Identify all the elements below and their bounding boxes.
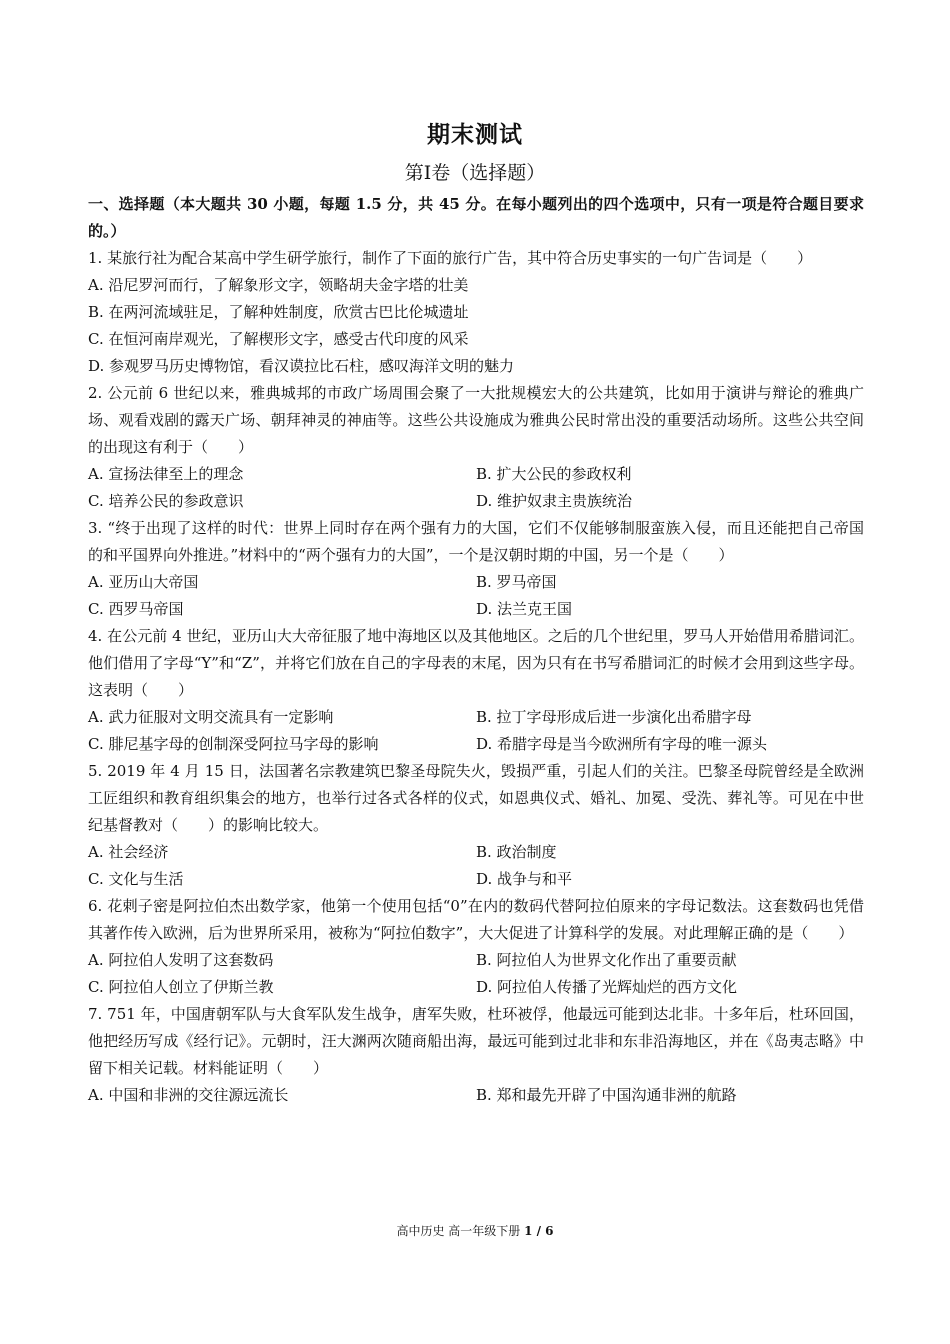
question-stem: 6. 花剌子密是阿拉伯杰出数学家，他第一个使用包括“0”在内的数码代替阿拉伯原来的字母记数法。这套数码也凭借其著作传入欧洲，后为世界所采用，被称为“阿拉伯数字”，大大促进了计算科学的发展。对此理解正确的是（ ） [88,897,864,942]
question-7 [88,1001,864,1109]
options-row [88,596,864,623]
option-c: C. 文化与生活 [88,870,184,888]
option-c: C. 培养公民的参政意识 [88,492,244,510]
option-b: B. 阿拉伯人为世界文化作出了重要贡献 [476,951,737,969]
options-row [88,704,864,731]
option-d: D. 战争与和平 [476,870,573,888]
question-stem: 7. 751 年，中国唐朝军队与大食军队发生战争，唐军失败，杜环被俘，他最远可能到达北非。十多年后，杜环回国，他把经历写成《经行记》。元朝时，汪大渊两次随商船出海，最远可能到过北非和东非沿海地区，并在《岛夷志略》中留下相关记载。材料能证明（ ） [88,1005,864,1077]
option-c: C. 西罗马帝国 [88,600,184,618]
question-stem: 4. 在公元前 4 世纪，亚历山大大帝征服了地中海地区以及其他地区。之后的几个世纪里，罗马人开始借用希腊词汇。他们借用了字母“Y”和“Z”，并将它们放在自己的字母表的末尾，因为只有在书写希腊词汇的时候才会用到这些字母。这表明（ ） [88,627,864,699]
option-a: A. 阿拉伯人发明了这套数码 [88,951,274,969]
page-number: 1 / 6 [524,1224,554,1238]
option-b: B. 郑和最先开辟了中国沟通非洲的航路 [476,1086,737,1104]
option-d: D. 参观罗马历史博物馆，看汉谟拉比石柱，感叹海洋文明的魅力 [88,357,515,375]
option-a: A. 中国和非洲的交往源远流长 [88,1086,289,1104]
option-b: B. 政治制度 [476,843,557,861]
option-a: A. 社会经济 [88,843,169,861]
option-d: D. 希腊字母是当今欧洲所有字母的唯一源头 [476,735,768,753]
footer-text: 高中历史 高一年级下册 [396,1224,525,1238]
question-4 [88,623,864,758]
options-row [88,947,864,974]
option-b: B. 在两河流域驻足，了解种姓制度，欣赏古巴比伦城遗址 [88,303,469,321]
options-row [88,461,864,488]
options-row [88,974,864,1001]
option-d: D. 阿拉伯人传播了光辉灿烂的西方文化 [476,978,738,996]
section-heading: 一、选择题（本大题共 30 小题，每题 1.5 分，共 45 分。在每小题列出的四个选项中，只有一项是符合题目要求的。） [88,195,864,240]
option-a: A. 亚历山大帝国 [88,573,199,591]
question-stem: 2. 公元前 6 世纪以来，雅典城邦的市政广场周围会聚了一大批规模宏大的公共建筑，比如用于演讲与辩论的雅典广场、观看戏剧的露天广场、朝拜神灵的神庙等。这些公共设施成为雅典公民时常出没的重要活动场所。这些公共空间的出现这有利于（ ） [88,384,864,456]
option-b: B. 扩大公民的参政权利 [476,465,632,483]
option-a: A. 沿尼罗河而行，了解象形文字，领略胡夫金字塔的壮美 [88,276,469,294]
options-row [88,569,864,596]
options-row [88,1082,864,1109]
options-row [88,839,864,866]
option-a: A. 武力征服对文明交流具有一定影响 [88,708,334,726]
content [88,191,864,1109]
question-stem: 1. 某旅行社为配合某高中学生研学旅行，制作了下面的旅行广告，其中符合历史事实的一句广告词是（ ） [88,249,813,267]
page-footer [0,1222,950,1239]
option-a: A. 宣扬法律至上的理念 [88,465,244,483]
option-c: C. 腓尼基字母的创制深受阿拉马字母的影响 [88,735,379,753]
option-d: D. 维护奴隶主贵族统治 [476,492,633,510]
options-row [88,488,864,515]
option-c: C. 阿拉伯人创立了伊斯兰教 [88,978,274,996]
question-1 [88,245,864,380]
option-d: D. 法兰克王国 [476,600,573,618]
options-row [88,731,864,758]
question-stem: 5. 2019 年 4 月 15 日，法国著名宗教建筑巴黎圣母院失火，毁损严重，引起人们的关注。巴黎圣母院曾经是全欧洲工匠组织和教育组织集会的地方，也举行过各式各样的仪式，如恩典仪式、婚礼、加冕、受洗、葬礼等。可见在中世纪基督教对（ ）的影响比较大。 [88,762,864,834]
page-title: 期末测试 [427,121,523,148]
options-row [88,866,864,893]
question-5 [88,758,864,893]
question-3 [88,515,864,623]
option-b: B. 拉丁字母形成后进一步演化出希腊字母 [476,708,752,726]
question-2 [88,380,864,515]
option-c: C. 在恒河南岸观光，了解楔形文字，感受古代印度的风采 [88,330,469,348]
page-subtitle: 第Ⅰ卷（选择题） [404,162,546,184]
question-stem: 3. “终于出现了这样的时代：世界上同时存在两个强有力的大国，它们不仅能够制服蛮族入侵，而且还能把自己帝国的和平国界向外推进。”材料中的“两个强有力的大国”，一个是汉朝时期的中国，另一个是（ ） [88,519,864,564]
question-6 [88,893,864,1001]
option-b: B. 罗马帝国 [476,573,557,591]
